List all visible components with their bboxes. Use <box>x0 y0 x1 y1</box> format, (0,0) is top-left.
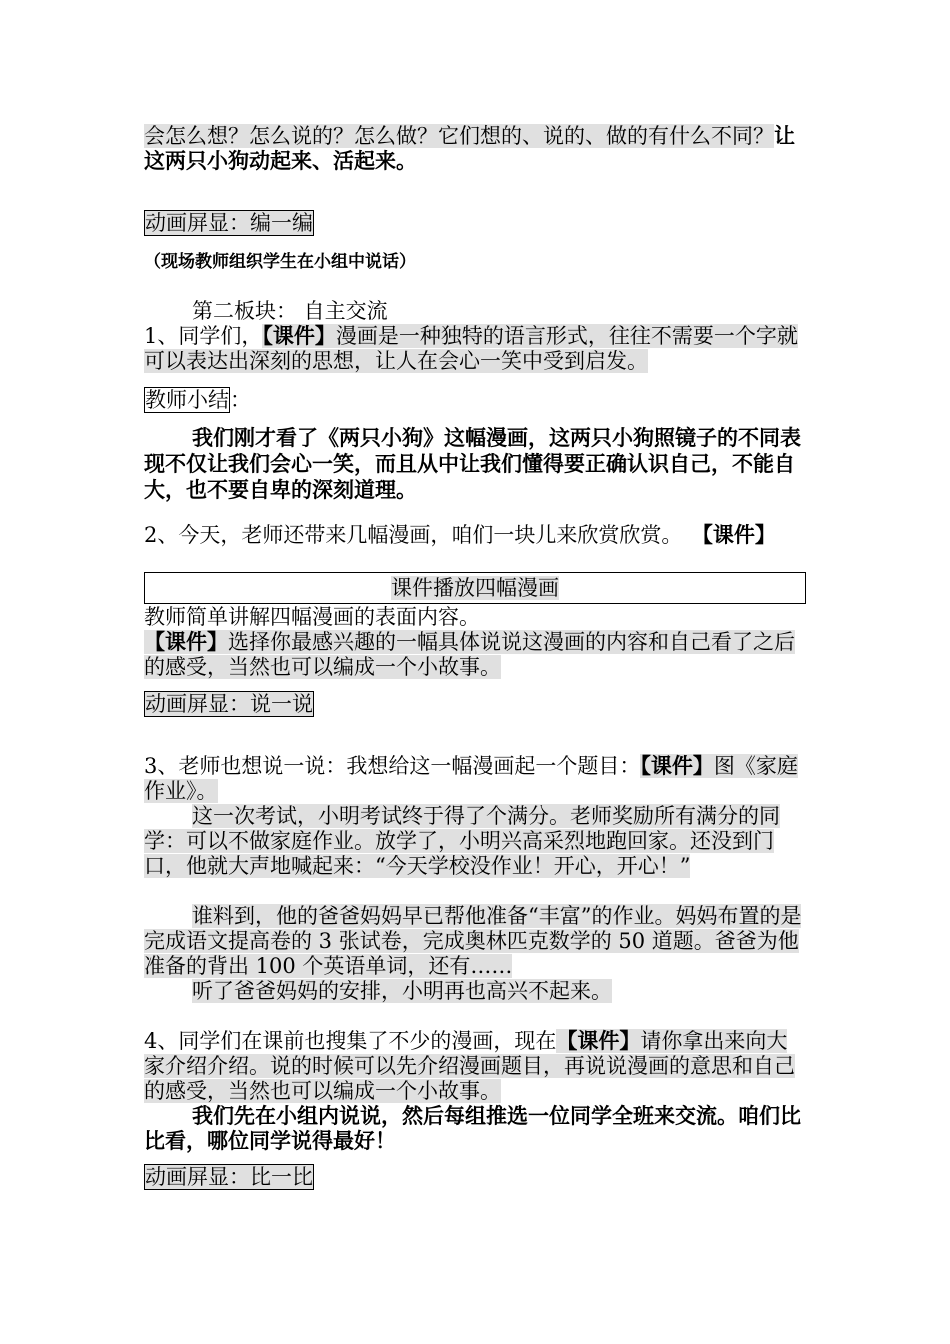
paragraph-4-bold-text: 我们先在小组内说说，然后每组推选一位同学全班来交流。咱们比比看，哪位同学说得最好！ <box>144 1104 801 1153</box>
story-text-3: 听了爸爸妈妈的安排，小明再也高兴不起来。 <box>192 979 612 1003</box>
courseware-tag: 【课件】 <box>702 523 776 547</box>
summary-paragraph <box>144 425 806 503</box>
story-text-1: 这一次考试，小明考试终于得了个满分。老师奖励所有满分的同学：可以不做家庭作业。放学了，小明兴高采烈地跑回家。还没到门口，他就大声地喊起来：“今天学校没作业！开心，开心！” <box>144 804 780 878</box>
paragraph-4 <box>144 1029 806 1104</box>
paragraph-4-bold <box>144 1104 806 1154</box>
story-paragraph-3 <box>144 979 806 1004</box>
paragraph-1-prefix: 1、同学们， <box>144 324 263 348</box>
paragraph-2-text: 2、今天，老师还带来几幅漫画，咱们一块儿来欣赏欣赏。 <box>144 523 683 547</box>
anim-text-2: 动画屏显：说一说 <box>145 692 313 716</box>
note-paragraph <box>144 250 806 275</box>
section-heading-text: 第二板块： 自主交流 <box>192 299 388 323</box>
story-paragraph-1 <box>144 804 806 879</box>
courseware-tag: 【课件】 <box>556 1029 641 1053</box>
paragraph-3-prefix: 3、老师也想说一说：我想给这一幅漫画起一个题目： <box>144 754 641 778</box>
courseware-play-text: 课件播放四幅漫画 <box>391 576 559 600</box>
courseware-tag: 【课件】 <box>640 754 714 778</box>
paragraph-2b <box>144 605 806 630</box>
anim-label-2 <box>144 692 806 717</box>
anim-label-3 <box>144 1165 806 1190</box>
intro-bold-text: 让这两只小狗动起来、活起来。 <box>144 124 795 173</box>
paragraph-2c-text: 选择你最感兴趣的一幅具体说说这漫画的内容和自己看了之后的感受，当然也可以编成一个小故事。 <box>144 630 795 679</box>
story-paragraph-2 <box>144 904 806 979</box>
paragraph-3 <box>144 754 806 804</box>
summary-label: 教师小结 <box>145 388 229 412</box>
courseware-tag: 【课件】 <box>262 324 336 348</box>
intro-text: 会怎么想？怎么说的？怎么做？它们想的、说的、做的有什么不同？ <box>144 124 774 148</box>
paragraph-3-text: 图《家庭作业》。 <box>144 754 798 803</box>
courseware-tag: 【课件】 <box>144 630 228 654</box>
section-heading <box>144 299 806 324</box>
summary-bold-text: 我们刚才看了《两只小狗》这幅漫画，这两只小狗照镜子的不同表现不仅让我们会心一笑，而且从中让我们懂得要正确认识自己，不能自大，也不要自卑的深刻道理。 <box>144 426 801 502</box>
paragraph-2 <box>144 523 806 548</box>
summary-colon: ： <box>230 388 251 412</box>
summary-label-line <box>144 388 806 413</box>
intro-paragraph <box>144 124 806 174</box>
paragraph-2b-text: 教师简单讲解四幅漫画的表面内容。 <box>144 605 480 629</box>
paragraph-4-text: 请你拿出来向大家介绍介绍。说的时候可以先介绍漫画题目，再说说漫画的意思和自己的感受，当然也可以编成一个小故事。 <box>144 1029 795 1103</box>
story-text-2: 谁料到，他的爸爸妈妈早已帮他准备“丰富”的作业。妈妈布置的是完成语文提高卷的 3 张试卷，完成奥林匹克数学的 50 道题。爸爸为他准备的背出 100 个英语单词，还有…… <box>144 904 802 978</box>
paragraph-1 <box>144 324 806 374</box>
note-text: （现场教师组织学生在小组中说话） <box>144 252 416 272</box>
courseware-play-box <box>144 572 806 604</box>
anim-text-3: 动画屏显：比一比 <box>145 1165 313 1189</box>
paragraph-2c <box>144 630 806 680</box>
paragraph-1-text: 漫画是一种独特的语言形式，往往不需要一个字就可以表达出深刻的思想，让人在会心一笑中受到启发。 <box>144 324 798 373</box>
paragraph-4-prefix: 4、同学们在课前也搜集了不少的漫画，现在 <box>144 1029 557 1053</box>
anim-text-1: 动画屏显：编一编 <box>145 211 313 235</box>
anim-label-1 <box>144 211 806 236</box>
